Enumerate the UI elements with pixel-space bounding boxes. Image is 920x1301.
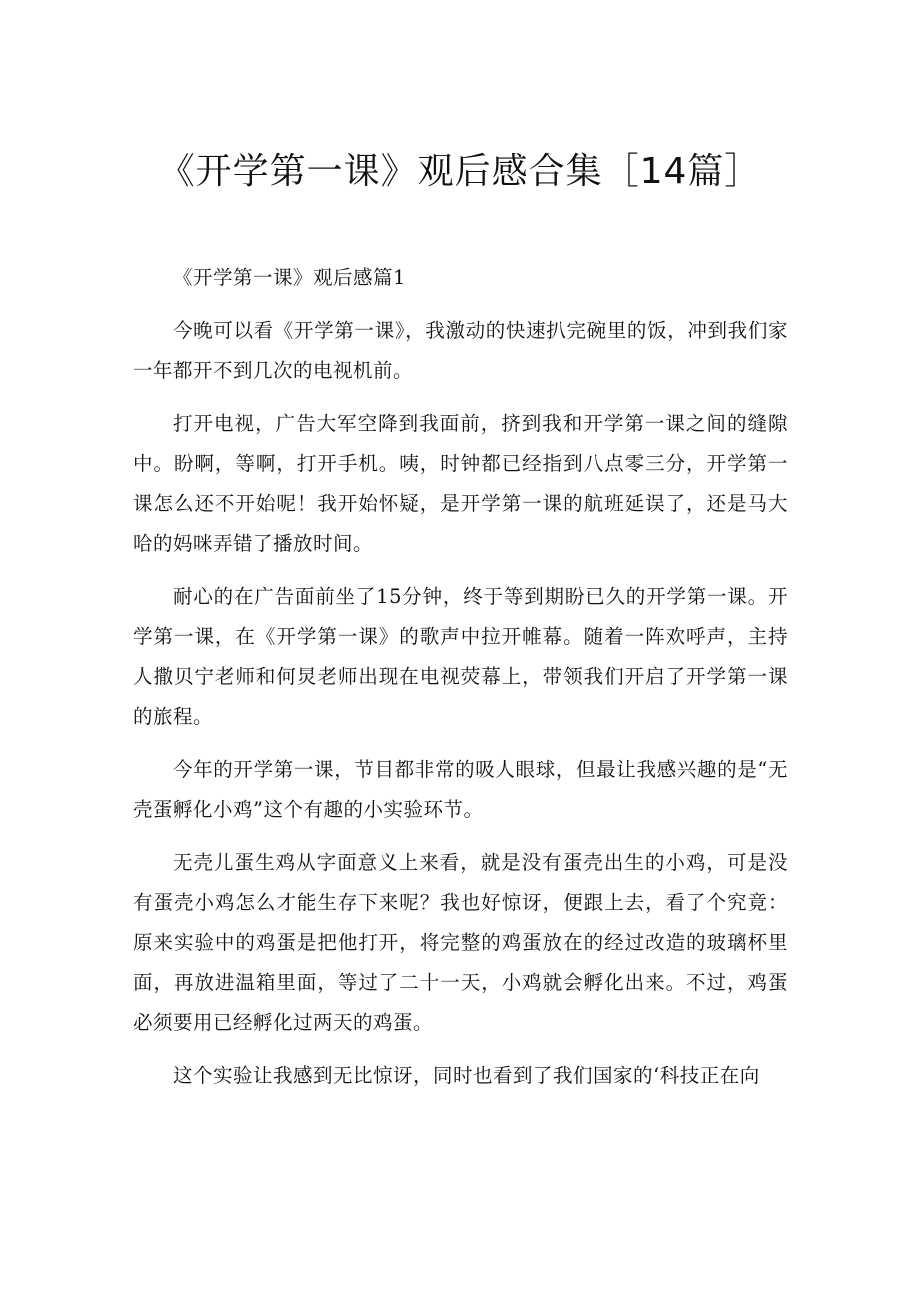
paragraph-3: 耐心的在广告面前坐了15分钟，终于等到期盼已久的开学第一课。开学第一课，在《开学第一课》的歌声中拉开帷幕。随着一阵欢呼声，主持人撒贝宁老师和何炅老师出现在电视荧幕上，带领我们开启了开学第一课的旅程。: [133, 585, 788, 728]
section-heading: 《开学第一课》观后感篇1: [173, 266, 406, 289]
paragraph-1: 今晚可以看《开学第一课》，我激动的快速扒完碗里的饭，冲到我们家一年都开不到几次的电视机前。: [133, 319, 788, 382]
paragraph-4: 今年的开学第一课，节目都非常的吸人眼球，但最让我感兴趣的是“无壳蛋孵化小鸡”这个有趣的小实验环节。: [133, 758, 788, 821]
document-body: [133, 258, 788, 1096]
document-title: 《开学第一课》观后感合集［14篇］: [158, 151, 762, 192]
paragraph-2: 打开电视，广告大军空降到我面前，挤到我和开学第一课之间的缝隙中。盼啊，等啊，打开手机。咦，时钟都已经指到八点零三分，开学第一课怎么还不开始呢！我开始怀疑，是开学第一课的航班延误了，还是马大哈的妈咪弄错了播放时间。: [133, 412, 788, 555]
paragraph-5: 无壳儿蛋生鸡从字面意义上来看，就是没有蛋壳出生的小鸡，可是没有蛋壳小鸡怎么才能生存下来呢？我也好惊讶，便跟上去，看了个究竟：原来实验中的鸡蛋是把他打开，将完整的鸡蛋放在的经过改造的玻璃杯里面，再放进温箱里面，等过了二十一天，小鸡就会孵化出来。不过，鸡蛋必须要用已经孵化过两天的鸡蛋。: [133, 851, 788, 1034]
paragraph-6: 这个实验让我感到无比惊讶，同时也看到了我们国家的‘科技正在向: [173, 1064, 760, 1087]
